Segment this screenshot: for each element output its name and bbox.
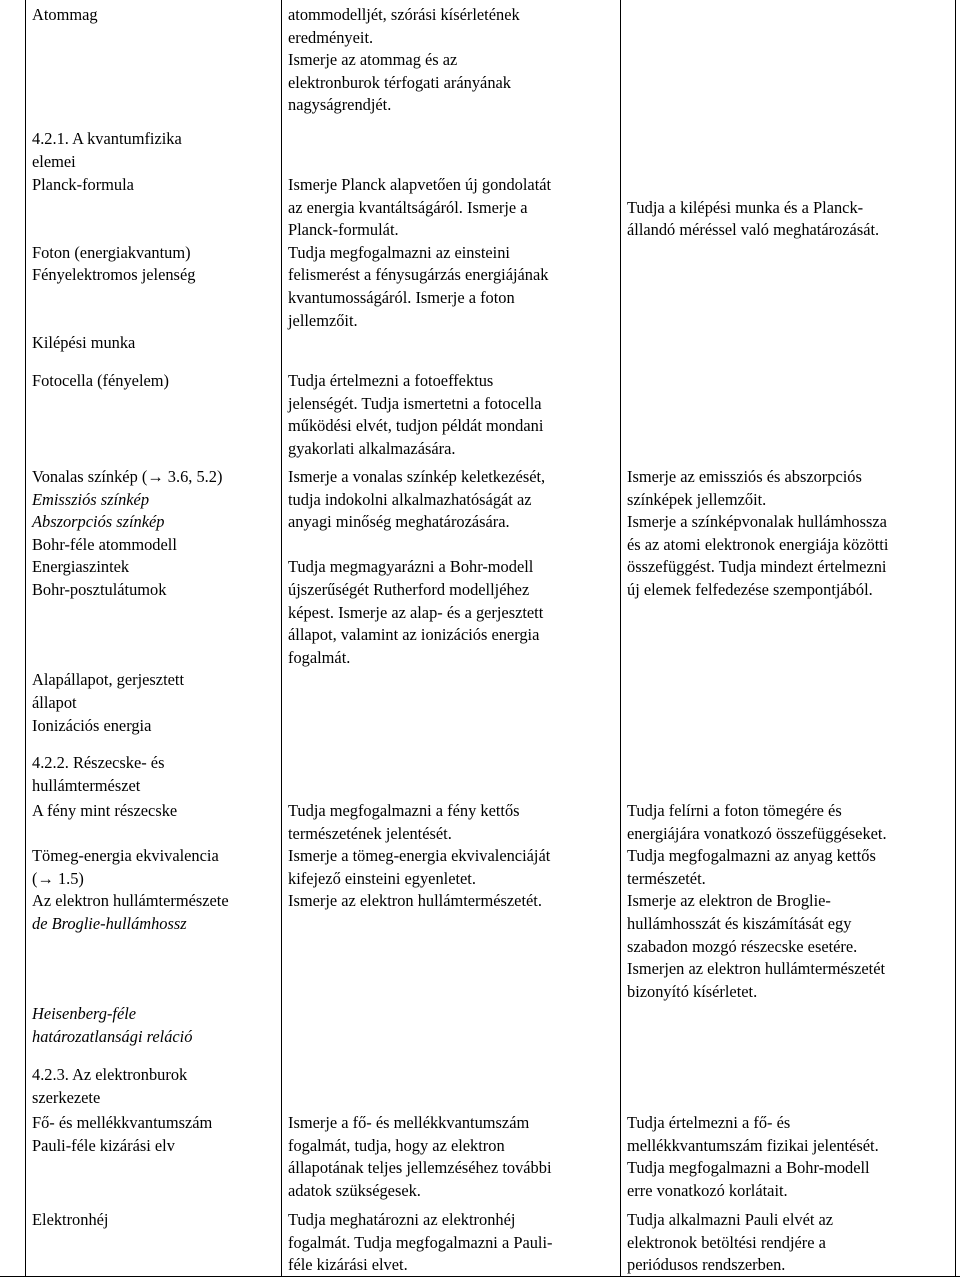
row-9-col-2: [288, 1112, 613, 1202]
row-5-col-3: [627, 466, 949, 602]
cell-text-line: energiájára vonatkozó összefüggéseket.: [627, 823, 887, 843]
row-5-col-2: [288, 466, 613, 669]
cell-text-line: hullámtermészet: [32, 775, 141, 795]
cell-text-line: Ismerjen az elektron hullámtermészetét: [627, 959, 886, 979]
cell-text-line: gyakorlati alkalmazására.: [288, 438, 456, 458]
cell-text-line: [32, 602, 277, 625]
cell-text-line: Alapállapot, gerjesztett: [32, 670, 185, 690]
cell-text-line: Tudja felírni a foton tömegére és: [627, 801, 842, 820]
cell-text-line: anyagi minőség meghatározására.: [288, 512, 510, 532]
cell-text-line: Tudja megfogalmazni az einsteini: [288, 242, 510, 262]
row-3-col-2: [288, 174, 613, 332]
row-4-col-2: [288, 370, 613, 460]
cell-text-line: fogalmát.: [288, 647, 351, 667]
cell-text-line: új elemek felfedezése szempontjából.: [627, 579, 873, 599]
cell-text-line: jelenségét. Tudja ismertetni a fotocella: [288, 393, 542, 413]
cell-text-line: [32, 823, 277, 846]
cell-text-line: erre vonatkozó korlátait.: [627, 1180, 788, 1200]
cell-text-line: [32, 624, 277, 647]
row-4-col-1: [32, 370, 277, 393]
row-10-col-3: [627, 1209, 949, 1277]
cell-text-line: elektronburok térfogati arányának: [288, 72, 511, 92]
cell-text-line: Elektronhéj: [32, 1210, 109, 1229]
cell-text-line: Tudja meghatározni az elektronhéj: [288, 1210, 516, 1229]
cell-text-line: Tudja megmagyarázni a Bohr-modell: [288, 557, 534, 577]
cell-text-line: kifejező einsteini egyenletet.: [288, 868, 476, 888]
row-7-col-1: [32, 800, 277, 1049]
cell-text-line: Emissziós színkép: [32, 489, 150, 509]
row-3-col-3: [627, 174, 949, 242]
cell-text-line: jellemzőit.: [288, 310, 358, 330]
cell-text-line: állapot, valamint az ionizációs energia: [288, 625, 540, 645]
row-1-col-1: [32, 4, 277, 27]
cell-text-line: Ismerje az emissziós és abszorpciós: [627, 467, 862, 486]
row-2-col-1: [32, 128, 277, 173]
cell-text-line: természetének jelentését.: [288, 823, 452, 843]
cell-text-line: eredményeit.: [288, 27, 374, 47]
cell-text-line: elemei: [32, 151, 76, 171]
cell-text-line: összefüggést. Tudja mindezt értelmezni: [627, 557, 887, 577]
cell-text-line: Tudja megfogalmazni a Bohr-modell: [627, 1158, 870, 1178]
row-9-col-1: [32, 1112, 277, 1157]
cell-text-line: Abszorpciós színkép: [32, 512, 165, 532]
cell-text-line: Bohr-féle atommodell: [32, 534, 177, 554]
cell-text-line: Planck-formulát.: [288, 220, 399, 240]
cell-text-line: Pauli-féle kizárási elv: [32, 1135, 175, 1155]
cell-text-line: hullámhosszát és kiszámítását egy: [627, 913, 852, 933]
cell-text-line: fogalmát, tudja, hogy az elektron: [288, 1135, 505, 1155]
cell-text-line: állapotának teljes jellemzéséhez további: [288, 1158, 552, 1178]
cell-text-line: Tudja alkalmazni Pauli elvét az: [627, 1210, 834, 1229]
cell-text-line: állandó méréssel való meghatározását.: [627, 220, 880, 240]
cell-text-line: működési elvét, tudjon példát mondani: [288, 416, 544, 436]
cell-text-line: de Broglie-hullámhossz: [32, 913, 187, 933]
cell-text-line: színképek jellemzőit.: [627, 489, 767, 509]
cell-text-line: Bohr-posztulátumok: [32, 579, 167, 599]
row-5-col-1: [32, 466, 277, 737]
row-7-col-2: [288, 800, 613, 913]
cell-text-line: Vonalas színkép (→ 3.6, 5.2): [32, 467, 223, 486]
cell-text-line: Ismerje a fő- és mellékkvantumszám: [288, 1113, 530, 1132]
cell-text-line: szerkezete: [32, 1087, 101, 1107]
cell-text-line: Ismerje a vonalas színkép keletkezését,: [288, 467, 546, 486]
cell-text-line: Az elektron hullámtermészete: [32, 891, 229, 911]
row-6-col-1: [32, 752, 277, 797]
cell-text-line: Foton (energiakvantum): [32, 242, 191, 262]
cell-text-line: az energia kvantáltságáról. Ismerje a: [288, 197, 528, 217]
cell-text-line: állapot: [32, 692, 77, 712]
cell-text-line: 4.2.2. Részecske- és: [32, 753, 165, 772]
cell-text-line: Energiaszintek: [32, 557, 130, 577]
cell-text-line: és az atomi elektronok energiája közötti: [627, 534, 889, 554]
cell-text-line: [32, 197, 277, 220]
cell-text-line: Ismerje az elektron hullámtermészetét.: [288, 891, 542, 911]
cell-text-line: atommodelljét, szórási kísérletének: [288, 5, 520, 24]
cell-text-line: Tudja megfogalmazni az anyag kettős: [627, 846, 876, 866]
cell-text-line: [627, 174, 949, 197]
cell-text-line: Fotocella (fényelem): [32, 371, 169, 390]
cell-text-line: A fény mint részecske: [32, 801, 178, 820]
column-divider-1: [281, 0, 282, 1277]
cell-text-line: [32, 219, 277, 242]
cell-text-line: (→ 1.5): [32, 868, 84, 888]
cell-text-line: 4.2.1. A kvantumfizika: [32, 129, 182, 148]
row-8-col-1: [32, 1064, 277, 1109]
cell-text-line: [32, 310, 277, 333]
cell-text-line: nagyságrendjét.: [288, 95, 392, 115]
cell-text-line: képest. Ismerje az alap- és a gerjesztett: [288, 602, 544, 622]
cell-text-line: Kilépési munka: [32, 333, 136, 353]
row-9-col-3: [627, 1112, 949, 1202]
cell-text-line: [32, 647, 277, 670]
cell-text-line: Tudja értelmezni a fotoeffektus: [288, 371, 494, 390]
row-10-col-2: [288, 1209, 613, 1277]
cell-text-line: természetét.: [627, 868, 706, 888]
cell-text-line: Ismerje Planck alapvetően új gondolatát: [288, 175, 552, 194]
cell-text-line: 4.2.3. Az elektronburok: [32, 1065, 188, 1084]
cell-text-line: Tömeg-energia ekvivalencia: [32, 846, 219, 866]
cell-text-line: [32, 981, 277, 1004]
cell-text-line: [32, 287, 277, 310]
row-10-col-1: [32, 1209, 277, 1232]
cell-text-line: kvantumosságáról. Ismerje a foton: [288, 287, 515, 307]
cell-text-line: bizonyító kísérletet.: [627, 981, 758, 1001]
cell-text-line: Atommag: [32, 5, 98, 24]
cell-text-line: Ismerje a tömeg-energia ekvivalenciáját: [288, 846, 551, 866]
cell-text-line: Tudja megfogalmazni a fény kettős: [288, 801, 520, 820]
column-divider-2: [620, 0, 621, 1277]
cell-text-line: periódusos rendszerben.: [627, 1255, 786, 1275]
cell-text-line: Ismerje az elektron de Broglie-: [627, 891, 831, 911]
cell-text-line: Heisenberg-féle: [32, 1004, 137, 1024]
cell-text-line: [288, 534, 613, 557]
table-border-right: [955, 0, 956, 1277]
cell-text-line: Fő- és mellékkvantumszám: [32, 1113, 213, 1132]
row-3-col-1: [32, 174, 277, 355]
cell-text-line: Ismerje a színképvonalak hullámhossza: [627, 512, 887, 532]
cell-text-line: [32, 958, 277, 981]
row-1-col-2: [288, 4, 613, 117]
row-7-col-3: [627, 800, 949, 1003]
cell-text-line: tudja indokolni alkalmazhatóságát az: [288, 489, 532, 509]
cell-text-line: felismerést a fénysugárzás energiájának: [288, 265, 549, 285]
cell-text-line: újszerűségét Rutherford modelljéhez: [288, 579, 530, 599]
cell-text-line: elektronok betöltési rendjére a: [627, 1232, 826, 1252]
cell-text-line: Tudja a kilépési munka és a Planck-: [627, 197, 864, 217]
cell-text-line: adatok szükségesek.: [288, 1180, 421, 1200]
cell-text-line: féle kizárási elvet.: [288, 1255, 408, 1275]
cell-text-line: fogalmát. Tudja megfogalmazni a Pauli-: [288, 1232, 553, 1252]
cell-text-line: Ismerje az atommag és az: [288, 50, 458, 70]
cell-text-line: Planck-formula: [32, 175, 134, 194]
cell-text-line: szabadon mozgó részecske esetére.: [627, 936, 858, 956]
table-border-left: [25, 0, 26, 1277]
cell-text-line: Fényelektromos jelenség: [32, 265, 196, 285]
cell-text-line: határozatlansági reláció: [32, 1026, 193, 1046]
cell-text-line: Tudja értelmezni a fő- és: [627, 1113, 791, 1132]
cell-text-line: mellékkvantumszám fizikai jelentését.: [627, 1135, 879, 1155]
cell-text-line: Ionizációs energia: [32, 715, 152, 735]
cell-text-line: [32, 936, 277, 959]
